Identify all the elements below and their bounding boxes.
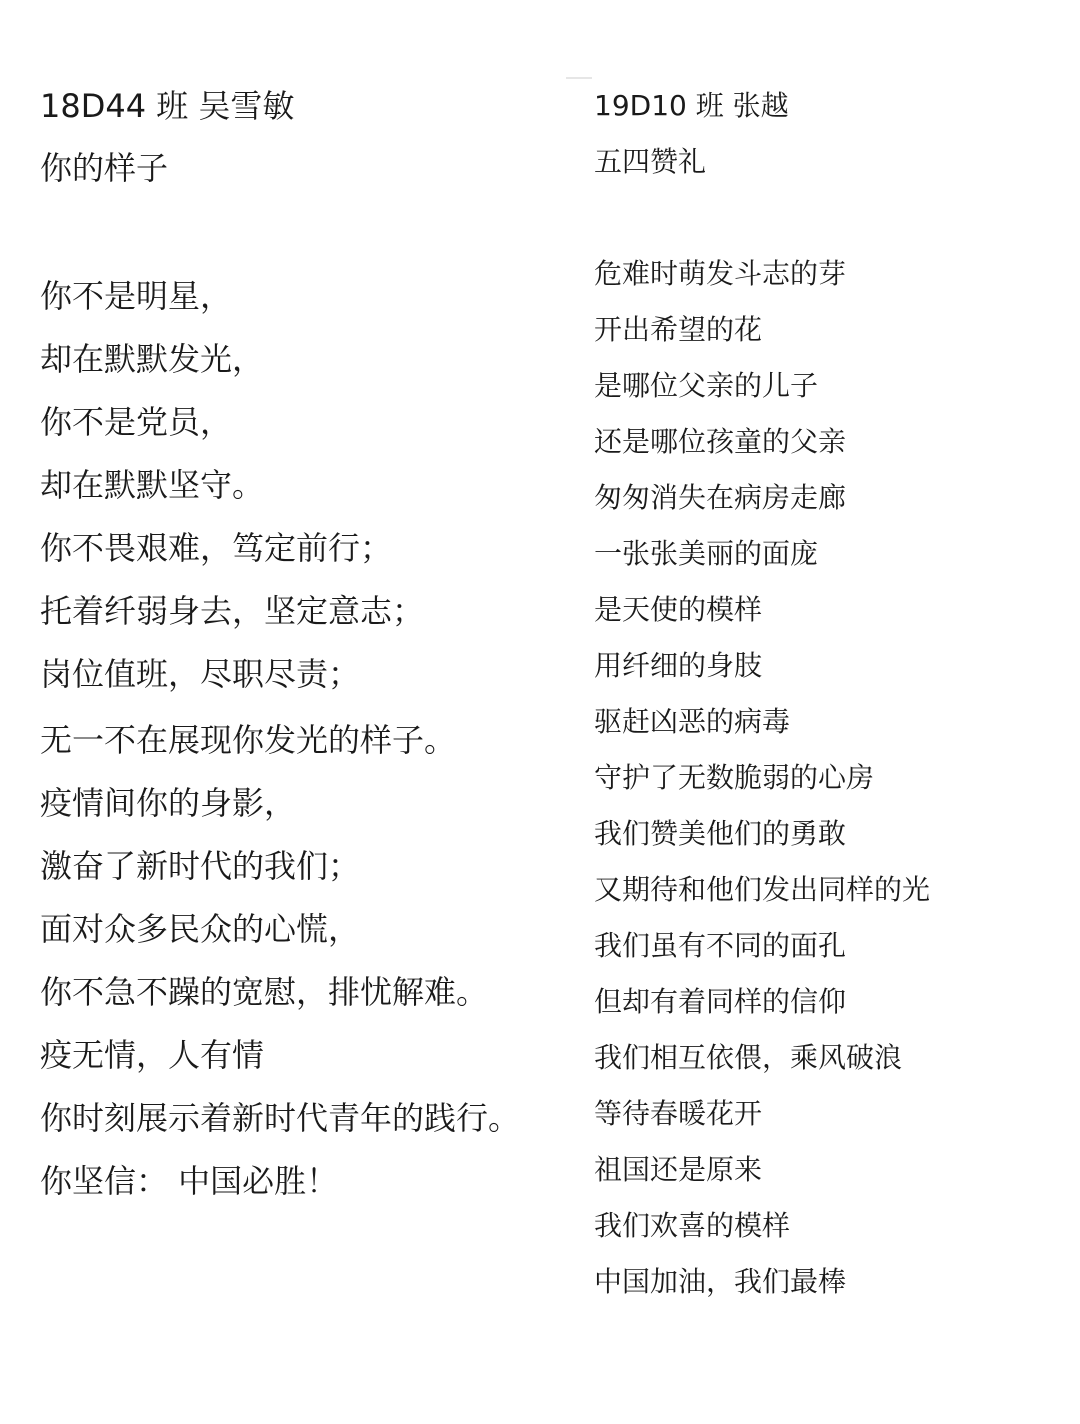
right-poem-line: 一张张美丽的面庞 [594, 537, 819, 570]
right-poem-author: 19D10 班 张越 [594, 89, 789, 122]
left-poem-line: 托着纤弱身去，坚定意志； [40, 592, 425, 630]
left-poem-line: 你坚信： 中国必胜！ [40, 1162, 339, 1200]
left-poem-line: 激奋了新时代的我们； [40, 847, 361, 885]
left-poem-line: 你不是明星， [40, 277, 233, 315]
right-poem-line: 匆匆消失在病房走廊 [594, 481, 847, 514]
right-poem-line: 中国加油，我们最棒 [594, 1265, 847, 1298]
right-poem-line: 危难时萌发斗志的芽 [594, 257, 847, 290]
left-poem-line: 却在默默坚守。 [40, 466, 265, 504]
right-poem-line: 我们相互依偎，乘风破浪 [594, 1041, 903, 1074]
left-poem-line: 你时刻展示着新时代青年的践行。 [40, 1099, 521, 1137]
left-poem-title: 你的样子 [40, 149, 169, 187]
left-poem-line: 面对众多民众的心慌， [40, 910, 361, 948]
right-poem-line: 我们赞美他们的勇敢 [594, 817, 847, 850]
right-poem-line: 守护了无数脆弱的心房 [594, 761, 875, 794]
left-poem-line: 你不畏艰难，笃定前行； [40, 529, 393, 567]
right-poem-line: 但却有着同样的信仰 [594, 985, 847, 1018]
left-poem-line: 你不是党员， [40, 403, 233, 441]
right-poem-line: 是哪位父亲的儿子 [594, 369, 819, 402]
left-poem-line: 疫情间你的身影， [40, 784, 297, 822]
left-poem-author: 18D44 班 吴雪敏 [40, 87, 295, 125]
left-poem-line: 却在默默发光， [40, 340, 265, 378]
right-poem-line: 驱赶凶恶的病毒 [594, 705, 791, 738]
right-poem-line: 是天使的模样 [594, 593, 763, 626]
right-poem-title: 五四赞礼 [594, 145, 707, 178]
right-poem-line: 我们虽有不同的面孔 [594, 929, 847, 962]
right-poem-line: 用纤细的身肢 [594, 649, 763, 682]
right-poem-line: 开出希望的花 [594, 313, 763, 346]
left-poem-line: 无一不在展现你发光的样子。 [40, 721, 457, 759]
right-poem-line: 我们欢喜的模样 [594, 1209, 791, 1242]
top-divider [566, 77, 592, 79]
left-poem-line: 疫无情，人有情 [40, 1036, 265, 1074]
left-poem-line: 你不急不躁的宽慰，排忧解难。 [40, 973, 489, 1011]
right-poem-line: 祖国还是原来 [594, 1153, 763, 1186]
right-poem-line: 还是哪位孩童的父亲 [594, 425, 847, 458]
left-poem-line: 岗位值班，尽职尽责； [40, 655, 361, 693]
right-poem-line: 等待春暖花开 [594, 1097, 763, 1130]
right-poem-line: 又期待和他们发出同样的光 [594, 873, 931, 906]
